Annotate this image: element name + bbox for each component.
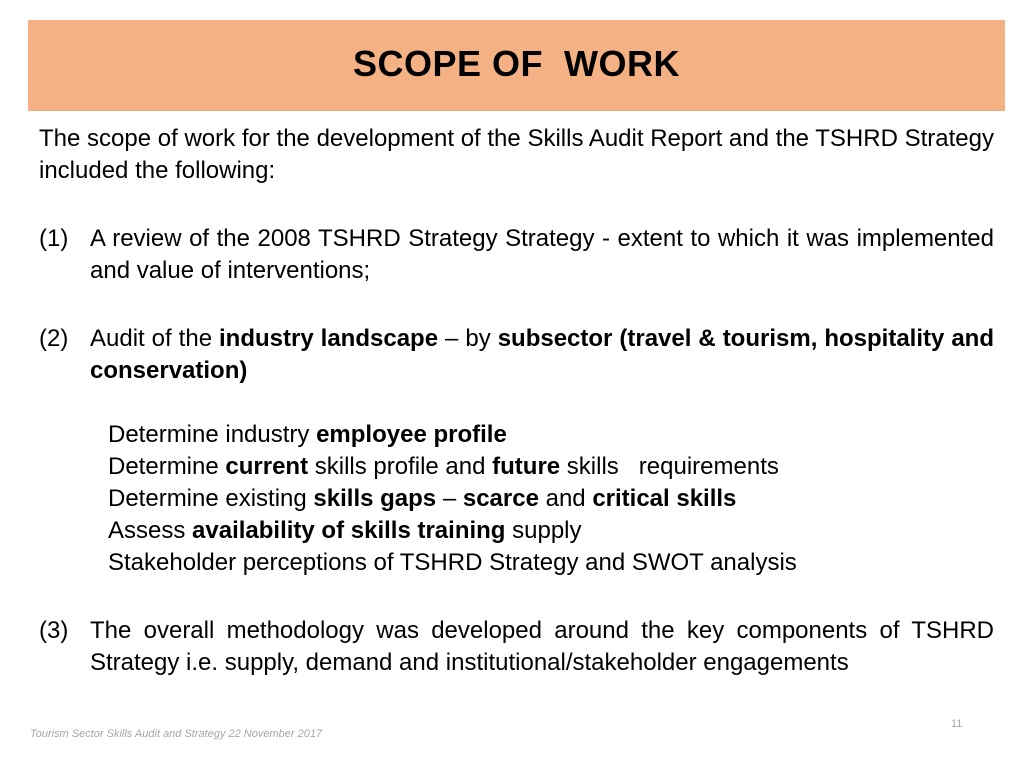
list-item-1 xyxy=(39,223,994,287)
bold-text: employee profile xyxy=(316,421,507,448)
sub-item: Determine existing skills gaps – scarce and critical skills xyxy=(108,485,737,512)
list-item-text: The overall methodology was developed around the key components of TSHRD Strategy i.e. supply, demand and institutional/stakeholder engagements xyxy=(90,617,994,676)
list-number: (3) xyxy=(39,617,69,644)
list-item-3 xyxy=(39,615,994,679)
title-bar xyxy=(28,20,1005,111)
list-item-text: Audit of the industry landscape – by subsector (travel & tourism, hospitality and conservation) xyxy=(90,325,994,384)
list-number: (2) xyxy=(39,325,69,352)
sub-list xyxy=(108,419,994,579)
list-item-2 xyxy=(39,323,994,387)
bold-text: future xyxy=(492,453,561,480)
slide-content xyxy=(39,123,994,715)
slide-title: SCOPE OF WORK xyxy=(352,42,680,84)
bold-text: skills gaps xyxy=(313,485,437,512)
list-number: (1) xyxy=(39,225,69,252)
bold-text: industry landscape xyxy=(219,325,439,352)
sub-item: Determine industry employee profile xyxy=(108,421,507,448)
bold-text: availability of skills training xyxy=(192,517,506,544)
list-item-text: A review of the 2008 TSHRD Strategy Strategy - extent to which it was implemented and value of interventions; xyxy=(90,225,994,284)
page-number: 11 xyxy=(951,718,963,730)
bold-text: scarce xyxy=(462,485,539,512)
sub-item: Stakeholder perceptions of TSHRD Strategy and SWOT analysis xyxy=(108,549,797,576)
footer-text: Tourism Sector Skills Audit and Strategy 22 November 2017 xyxy=(30,728,323,740)
sub-item: Assess availability of skills training supply xyxy=(108,517,582,544)
bold-text: subsector (travel & tourism, hospitality and conservation) xyxy=(90,325,994,384)
sub-item: Determine current skills profile and future skills requirements xyxy=(108,453,779,480)
intro-paragraph: The scope of work for the development of the Skills Audit Report and the TSHRD Strategy included the following: xyxy=(39,125,994,184)
bold-text: current xyxy=(225,453,309,480)
bold-text: critical skills xyxy=(592,485,737,512)
